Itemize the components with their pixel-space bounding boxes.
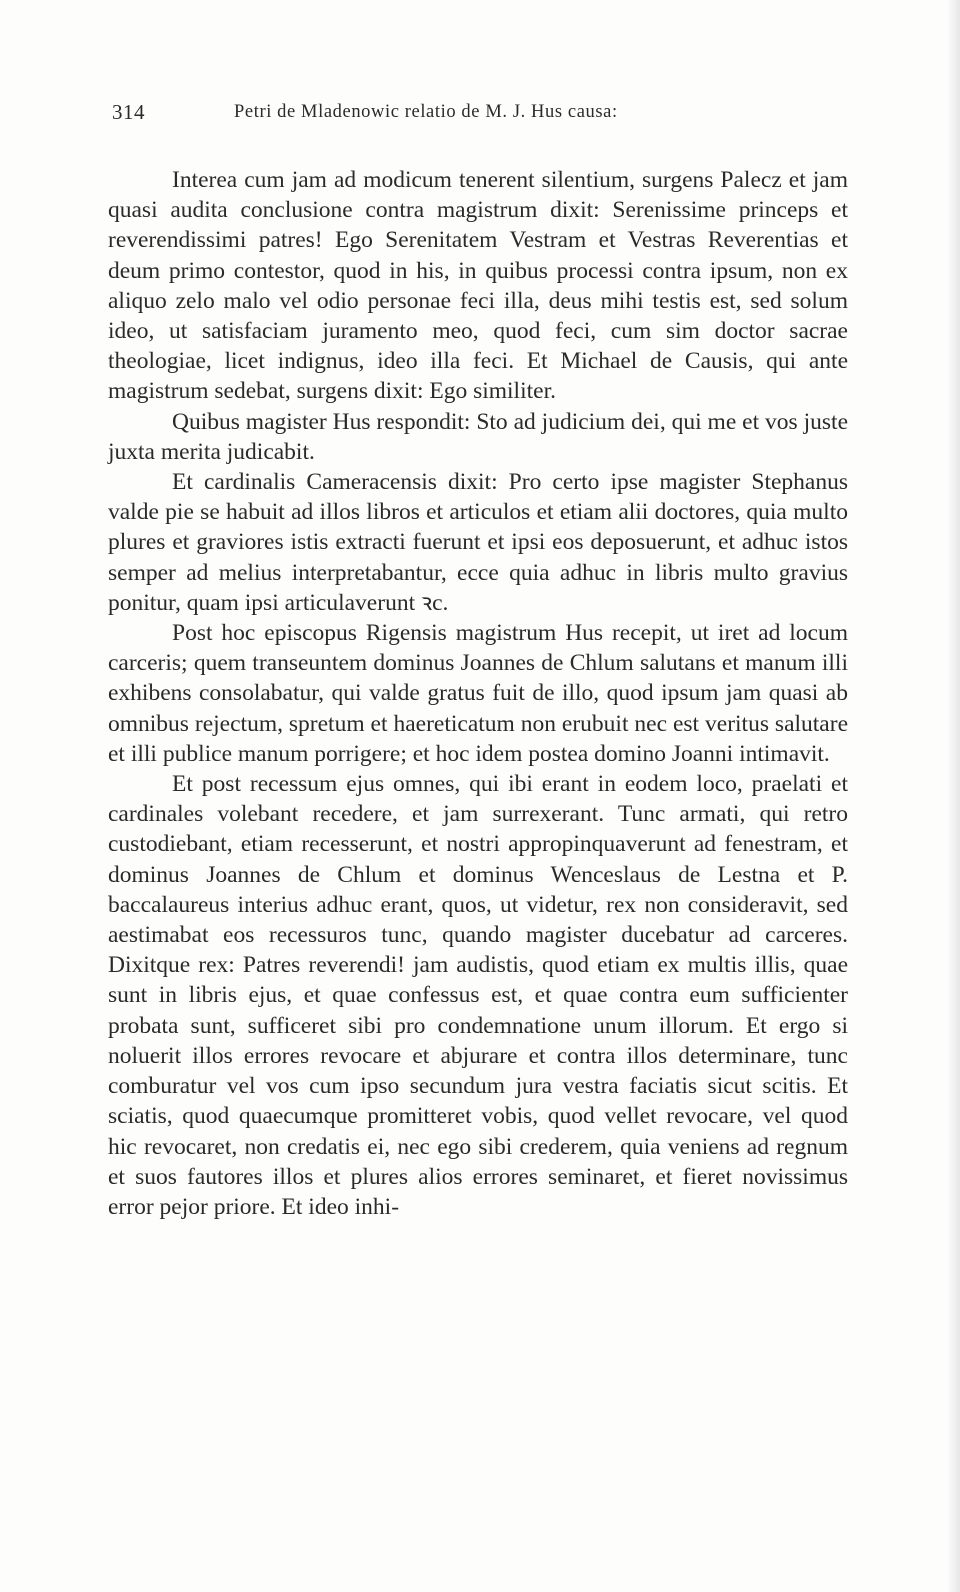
paragraph-1: Interea cum jam ad modicum tenerent silentium, surgens Palecz et jam quasi audita conclusione contra magistrum dixit: Serenissime princeps et reverendissimi patres! Ego Serenitatem Vestram et Vestras Reverentias et deum primo contestor, quod in his, in quibus processi contra ipsum, non ex aliquo zelo malo vel odio personae feci illa, deus mihi testis est, sed solum ideo, ut satisfaciam juramento meo, quod feci, cum sim doctor sacrae theologiae, licet indignus, ideo illa feci. Et Michael de Causis, qui ante magistrum sedebat, surgens dixit: Ego similiter. bbox=[108, 167, 848, 405]
paragraph-2: Quibus magister Hus respondit: Sto ad judicium dei, qui me et vos juste juxta merita judicabit. bbox=[108, 408, 848, 465]
paragraph-4: Post hoc episcopus Rigensis magistrum Hus recepit, ut iret ad locum carceris; quem transeuntem dominus Joannes de Chlum salutans et manum illi exhibens consolabatur, qui valde gratus fuit de illo, quod ipsum jam quasi ab omnibus rejectum, spretum et haereticatum non erubuit nec est veritus salutare et illi publice manum porrigere; et hoc idem postea domino Joanni intimavit. bbox=[108, 620, 848, 767]
paragraph-5: Et post recessum ejus omnes, qui ibi erant in eodem loco, praelati et cardinales volebant recedere, et jam surrexerant. Tunc armati, qui retro custodiebant, etiam recesserunt, et nostri appropinquaverunt ad fenestram, et dominus Joannes de Chlum et dominus Wenceslaus de Lestna et P. baccalaureus interius adhuc erant, quos, ut videtur, rex non consideravit, sed aestimabat eos recessuros tunc, quando magister ducebatur ad carceres. Dixitque rex: Patres reverendi! jam audistis, quod etiam ex multis illis, quae sunt in libris ejus, et quae confessus est, et quae contra eum sufficienter probata sunt, sufficeret sibi pro condemnatione unum illorum. Et ergo si noluerit illos errores revocare et abjurare et contra illos determinare, tunc comburatur vel vos cum ipso secundum jura vestra faciatis sicut scitis. Et sciatis, quod quaecumque promitteret vobis, quod vellet revocare, vel quod hic revocaret, non credatis ei, nec ego sibi crederem, quia veniens ad regnum et suos fautores illos et plures alios errores seminaret, et fieret novissimus error pejor priore. Et ideo inhi- bbox=[108, 771, 848, 1220]
page-number: 314 bbox=[112, 100, 145, 124]
page-header bbox=[112, 100, 847, 130]
paragraph-3: Et cardinalis Cameracensis dixit: Pro certo ipse magister Stephanus valde pie se habuit ad illos libros et articulos et etiam alii doctores, quia multo plures et graviores istis extracti fuerunt et ipsi eos deposuerunt, et adhuc istos semper ad melius interpretabantur, ecce quia adhuc in libris multo gravius ponitur, quam ipsi articulaverunt ⁠ꝛc. bbox=[108, 469, 848, 616]
running-head: Petri de Mladenowic relatio de M. J. Hus causa: bbox=[234, 102, 618, 122]
body-text bbox=[108, 165, 848, 1222]
page-edge-shadow bbox=[946, 0, 960, 1592]
